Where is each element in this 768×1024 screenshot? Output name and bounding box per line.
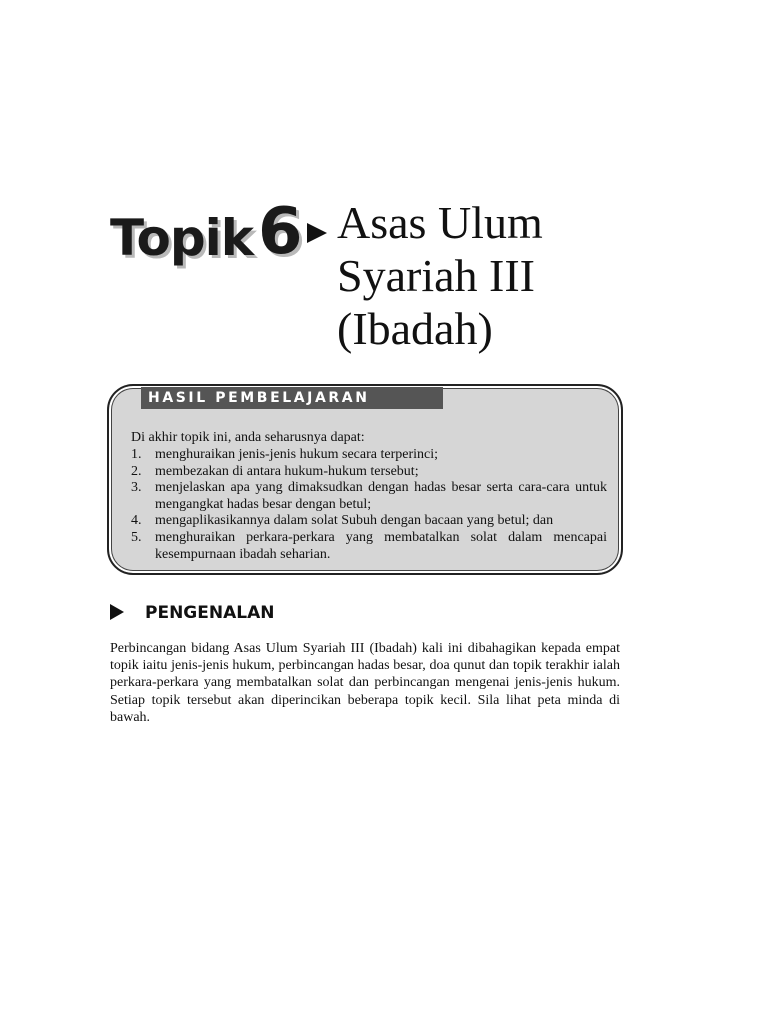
topic-title — [337, 196, 657, 355]
list-item-number: 1. — [131, 447, 142, 462]
learning-outcomes-list — [131, 447, 607, 563]
learning-outcomes-header: HASIL PEMBELAJARAN — [141, 387, 443, 409]
list-item-number: 5. — [131, 529, 142, 545]
intro-paragraph: Perbincangan bidang Asas Ulum Syariah III (Ibadah) kali ini dibahagikan kepada empat topik iaitu jenis-jenis hukum, perbincangan hadas besar, doa qunut dan topik terakhir ialah perkara-perkara yang membatalkan solat dan perbincangan mengenai jenis-jenis hukum. Setiap topik tersebut akan diperincikan beberapa topik kecil. Sila lihat peta minda di bawah. — [110, 641, 620, 725]
list-item-text: mengaplikasikannya dalam solat Subuh dengan bacaan yang betul; dan — [155, 513, 554, 529]
list-item-text: menghuraikan perkara-perkara yang membatalkan solat dalam mencapai kesempurnaan ibadah seharian. — [155, 529, 607, 562]
triangle-right-icon — [306, 222, 328, 244]
list-item-number: 4. — [131, 513, 142, 529]
list-item-text: membezakan di antara hukum-hukum tersebut; — [155, 463, 419, 479]
list-item — [131, 530, 607, 563]
section-title: PENGENALAN — [145, 603, 275, 623]
list-item-text: menghuraikan jenis-jenis hukum secara terperinci; — [155, 447, 439, 462]
list-item-number: 2. — [131, 463, 142, 479]
topic-label: Topik — [110, 209, 253, 267]
title-line-1: Asas Ulum — [337, 197, 543, 248]
list-item — [131, 447, 607, 464]
title-line-3: (Ibadah) — [337, 303, 493, 354]
topic-number: 6 — [258, 195, 303, 269]
list-item — [131, 480, 607, 513]
list-item — [131, 464, 607, 481]
list-item — [131, 513, 607, 530]
triangle-right-icon — [110, 604, 124, 620]
list-item-number: 3. — [131, 480, 142, 496]
list-item-text: menjelaskan apa yang dimaksudkan dengan hadas besar serta cara-cara untuk mengangkat hadas besar dengan betul; — [155, 480, 607, 512]
learning-outcomes-intro: Di akhir topik ini, anda seharusnya dapat: — [131, 430, 365, 445]
title-line-2: Syariah III — [337, 250, 535, 301]
